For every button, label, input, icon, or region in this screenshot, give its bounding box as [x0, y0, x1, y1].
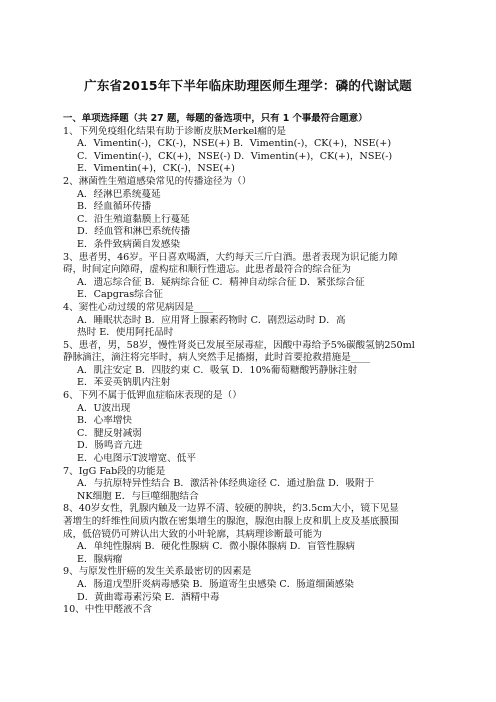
answer-option-line: E．Vimentin(+)，CK(-)，NSE(+) — [77, 163, 235, 175]
question-text-line: 4、窦性心动过缓的常见病因是____ — [63, 301, 214, 313]
answer-option-line: A．与抗原特异性结合 B．激活补体经典途径 C．通过胎盘 D．吸附于 — [77, 478, 375, 490]
question-text-line: 碍，时间定向障碍，虚构症和顺行性遗忘。此患者最符合的综合征为 — [63, 264, 351, 276]
question-text-line: 5、患者，男，58岁，慢性肾炎已发展至尿毒症，因酸中毒给予5%碳酸氢钠250ml — [63, 339, 415, 351]
answer-option-line: D．肠鸣音亢进 — [77, 440, 143, 452]
answer-option-line: C．Vimentin(-)，CK(+)，NSE(-) D．Vimentin(+)，CK(+)，NSE(-) — [77, 150, 393, 162]
question-text-line: 9、与原发性肝癌的发生关系最密切的因素是 — [63, 566, 252, 578]
answer-option-line: 热时 E．使用阿托品时 — [77, 327, 174, 339]
question-text-line: 7、IgG Fab段的功能是 — [63, 465, 166, 477]
answer-option-line: E．心电图示T波增宽、低平 — [77, 453, 196, 465]
question-text-line: 成，低倍镜仍可辨认出大致的小叶轮廓，其病理诊断最可能为 — [63, 528, 323, 540]
answer-option-line: A．遗忘综合征 B．疑病综合征 C．精神自动综合征 D．紧张综合征 — [77, 276, 365, 288]
answer-option-line: NK细胞 E．与巨噬细胞结合 — [77, 490, 199, 502]
answer-option-line: D．黄曲霉毒素污染 E．酒精中毒 — [77, 591, 220, 603]
answer-option-line: C．沿生殖道黏膜上行蔓延 — [77, 213, 190, 225]
question-text-line: 1、下列免疫组化结果有助于诊断皮肤Merkel瘤的是 — [63, 125, 287, 137]
answer-option-line: A．U波出现 — [77, 402, 131, 414]
answer-option-line: A．睡眠状态时 B．应用肾上腺素药物时 C．剧烈运动时 D．高 — [77, 314, 346, 326]
answer-option-line: E．苯妥英钠肌内注射 — [77, 377, 171, 389]
answer-option-line: E．Capgras综合征 — [77, 289, 163, 301]
question-text-line: 8、40岁女性，乳腺内触及一边界不清、较硬的肿块，约3.5cm大小，镜下见显 — [63, 503, 399, 515]
answer-option-line: B．经血循环传播 — [77, 201, 152, 213]
question-list — [63, 113, 435, 617]
question-text-line: 3、患者男，46岁。平日喜欢喝酒，大约每天三斤白酒。患者表现为识记能力障 — [63, 251, 398, 263]
answer-option-line: A．Vimentin(-)，CK(-)，NSE(+) B．Vimentin(-)，CK(+)，NSE(+) — [77, 138, 392, 150]
question-text-line: 10、中性甲醛液不含 — [63, 604, 152, 616]
answer-option-line: E．条件致病菌自发感染 — [77, 238, 180, 250]
question-text-line: 著增生的纤维性间质内散在密集增生的腺泡，腺泡由腺上皮和肌上皮及基底膜围 — [63, 516, 399, 527]
answer-option-line: A．肠道戊型肝炎病毒感染 B．肠道寄生虫感染 C．肠道细菌感染 — [77, 578, 354, 590]
answer-option-line: E．腺病瘤 — [77, 553, 123, 565]
question-text-line: 静脉滴注，滴注将完毕时，病人突然手足搐搦，此时首要抢救措施是____ — [63, 352, 370, 364]
answer-option-line: A．单纯性腺病 B．硬化性腺病 C．微小腺体腺病 D．盲管性腺病 — [77, 541, 356, 553]
answer-option-line: B．心率增快 — [77, 415, 133, 427]
answer-option-line: A．肌注安定 B．四肢约束 C．吸氧 D．10%葡萄糖酸钙静脉注射 — [77, 364, 358, 376]
answer-option-line: C．腱反射减弱 — [77, 427, 142, 439]
document-title: 广东省2015年下半年临床助理医师生理学：磷的代谢试题 — [84, 78, 412, 93]
answer-option-line: A．经淋巴系统蔓延 — [77, 188, 161, 200]
question-text-line: 2、淋菌性生殖道感染常见的传播途径为（） — [63, 175, 252, 187]
section-heading: 一、单项选择题（共 27 题，每题的备选项中，只有 1 个事最符合题意） — [63, 113, 368, 124]
question-text-line: 6、下列不属于低钾血症临床表现的是（） — [63, 390, 242, 402]
answer-option-line: D．经血管和淋巴系统传播 — [77, 226, 191, 238]
